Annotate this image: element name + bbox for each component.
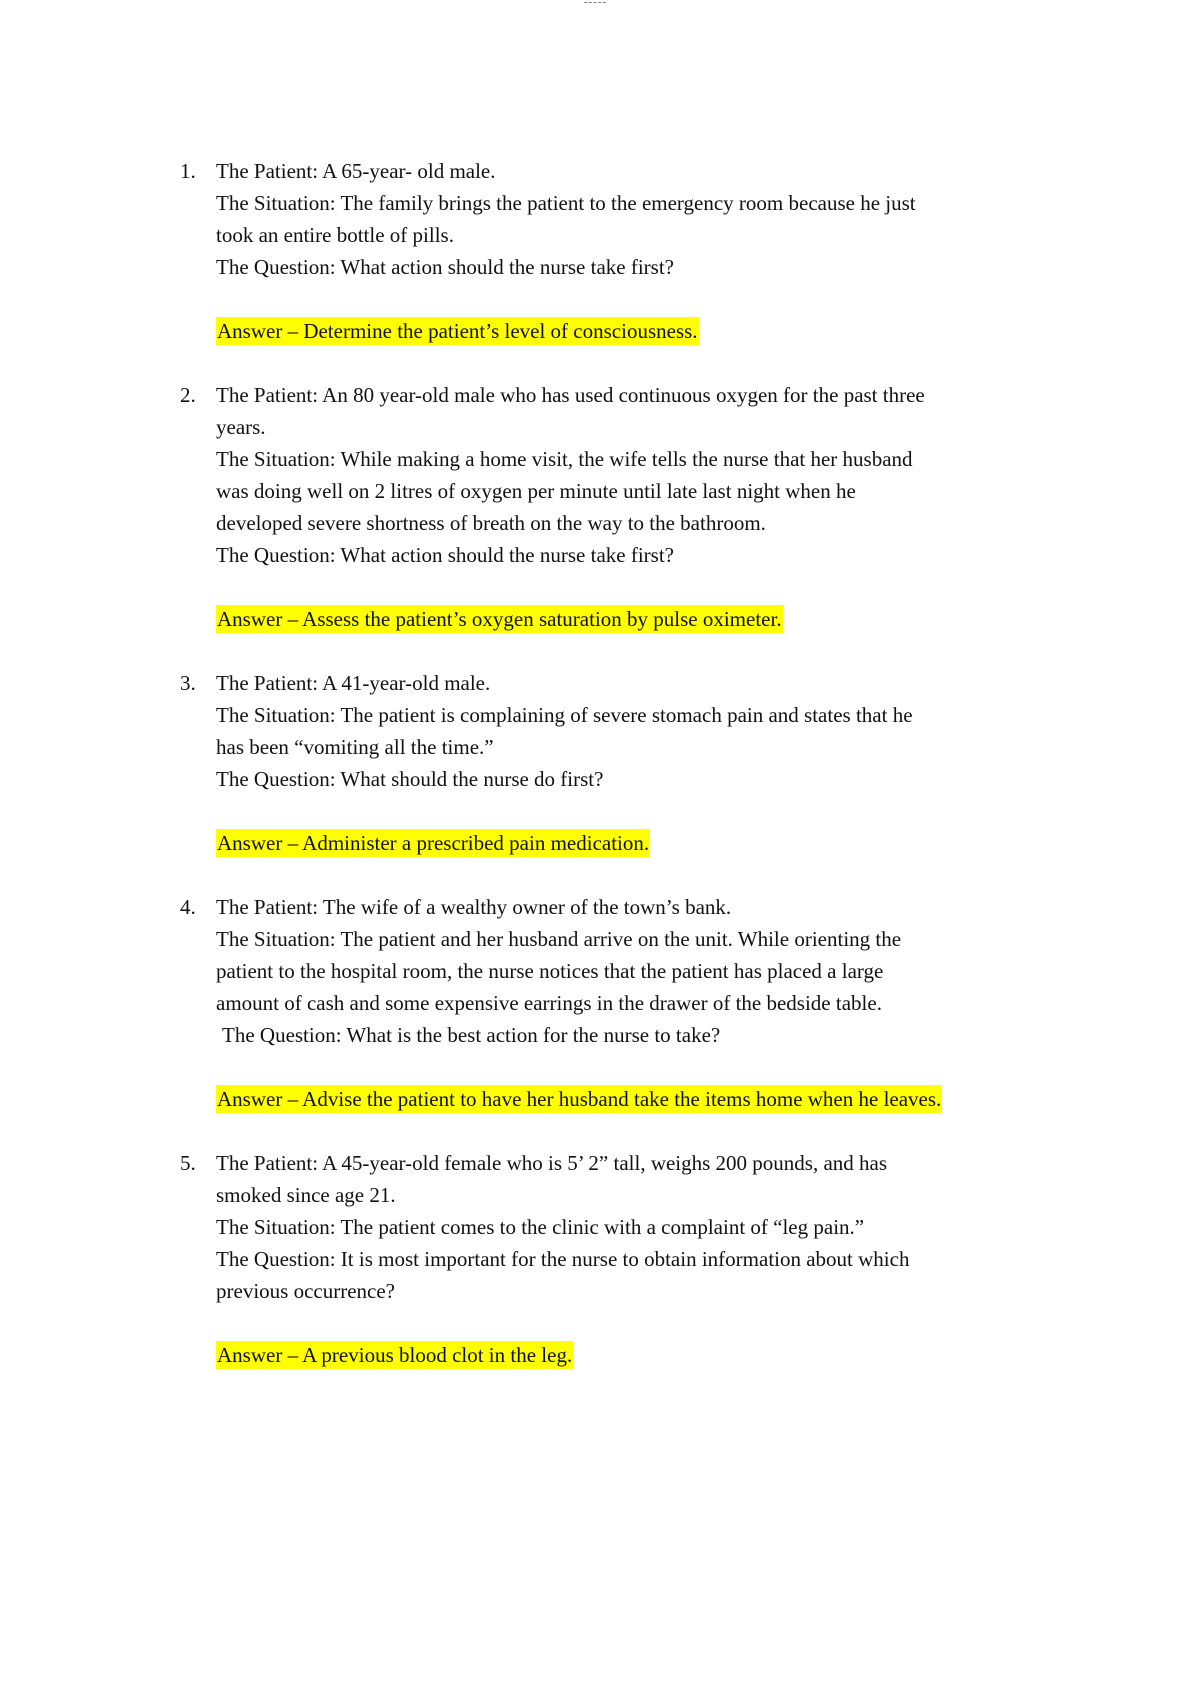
question-item: [0, 891, 1191, 1147]
situation-line: The Situation: While making a home visit, the wife tells the nurse that her husband: [216, 447, 913, 471]
question-item: [0, 379, 1191, 667]
page-marker: -----: [583, 0, 608, 8]
patient-line: The Patient: The wife of a wealthy owner of the town’s bank.: [216, 895, 732, 919]
situation-line: The Situation: The patient comes to the clinic with a complaint of “leg pain.”: [216, 1215, 865, 1239]
question-line: The Question: What action should the nurse take first?: [216, 543, 674, 567]
answer-highlight: Answer – A previous blood clot in the leg.: [217, 1343, 573, 1367]
question-list: [0, 155, 1191, 1371]
patient-line: The Patient: An 80 year-old male who has used continuous oxygen for the past three: [216, 383, 925, 407]
situation-line: was doing well on 2 litres of oxygen per minute until late last night when he: [216, 479, 856, 503]
question-line: The Question: It is most important for the nurse to obtain information about which: [216, 1247, 910, 1271]
situation-line: has been “vomiting all the time.”: [216, 735, 494, 759]
patient-line: smoked since age 21.: [216, 1183, 396, 1207]
answer-highlight: Answer – Assess the patient’s oxygen saturation by pulse oximeter.: [217, 607, 782, 631]
patient-line: years.: [216, 415, 266, 439]
question-line: The Question: What is the best action for the nurse to take?: [222, 1023, 721, 1047]
answer-highlight: Answer – Administer a prescribed pain medication.: [217, 831, 650, 855]
question-number: 3.: [180, 671, 196, 695]
question-item: [0, 667, 1191, 891]
question-item: [0, 1147, 1191, 1371]
situation-line: The Situation: The family brings the patient to the emergency room because he just: [216, 191, 916, 215]
answer-highlight: Answer – Determine the patient’s level of consciousness.: [217, 319, 698, 343]
question-number: 5.: [180, 1151, 196, 1175]
situation-line: The Situation: The patient is complaining of severe stomach pain and states that he: [216, 703, 913, 727]
question-number: 4.: [180, 895, 196, 919]
patient-line: The Patient: A 65-year- old male.: [216, 159, 496, 183]
patient-line: The Patient: A 45-year-old female who is 5’ 2” tall, weighs 200 pounds, and has: [216, 1151, 888, 1175]
question-number: 1.: [180, 159, 196, 183]
situation-line: amount of cash and some expensive earrings in the drawer of the bedside table.: [216, 991, 882, 1015]
situation-line: developed severe shortness of breath on the way to the bathroom.: [216, 511, 766, 535]
situation-line: took an entire bottle of pills.: [216, 223, 454, 247]
question-number: 2.: [180, 383, 196, 407]
question-item: [0, 155, 1191, 379]
situation-line: patient to the hospital room, the nurse notices that the patient has placed a large: [216, 959, 884, 983]
question-line: The Question: What action should the nurse take first?: [216, 255, 674, 279]
question-line: The Question: What should the nurse do first?: [216, 767, 604, 791]
question-line: previous occurrence?: [216, 1279, 395, 1303]
situation-line: The Situation: The patient and her husband arrive on the unit. While orienting the: [216, 927, 902, 951]
patient-line: The Patient: A 41-year-old male.: [216, 671, 491, 695]
answer-highlight: Answer – Advise the patient to have her husband take the items home when he leaves.: [217, 1087, 942, 1111]
